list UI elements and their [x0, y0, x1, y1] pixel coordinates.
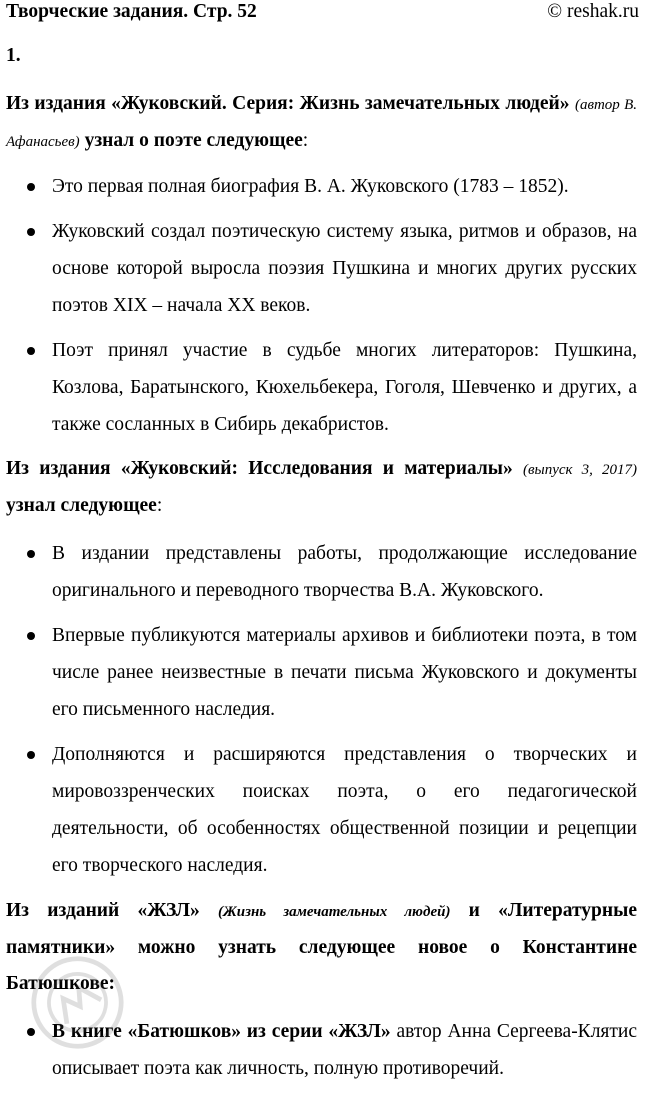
list-item-text: Поэт принял участие в судьбе многих литераторов: Пушкина, Козлова, Баратынского, Кюхельбекера, Гоголя, Шевченко и других, а также сосланных в Сибирь декабристов.: [52, 340, 637, 435]
list-item: [0, 535, 637, 609]
section2-colon: :: [156, 495, 163, 516]
list-item-text: Жуковский создал поэтическую систему языка, ритмов и образов, на основе которой выросла поэзия Пушкина и многих других русских поэтов XIX – начала XX веков.: [52, 221, 637, 316]
bullet-icon: [27, 183, 35, 191]
list-item: [0, 168, 637, 205]
bullet-icon: [27, 632, 35, 640]
section3-series: (Жизнь замечательных людей): [218, 904, 451, 920]
task-number: 1.: [6, 45, 21, 66]
section1-source: Из издания «Жуковский. Серия: Жизнь замечательных людей»: [6, 93, 570, 114]
bullet-icon: [27, 228, 35, 236]
page-title: Творческие задания. Стр. 52: [6, 1, 257, 22]
list-item: [0, 213, 637, 324]
list-item-text: В издании представлены работы, продолжающие исследование оригинального и переводного творчества В.А. Жуковского.: [52, 543, 637, 601]
section1-list: [0, 168, 637, 451]
bullet-icon: [27, 1028, 35, 1036]
section2-intro: [6, 451, 637, 524]
list-item: [0, 617, 637, 728]
list-item-text: автор Анна Сергеева-Клятис описывает поэта как личность, полную противоречий.: [52, 1021, 638, 1079]
section2-lead: узнал следующее: [6, 495, 157, 516]
list-item-text: Впервые публикуются материалы архивов и библиотеки поэта, в том числе ранее неизвестные в печати письма Жуковского и документы его письменного наследия.: [52, 625, 637, 720]
section1-lead: узнал о поэте следующее: [84, 130, 303, 151]
section1-author: (автор В. Афанасьев): [6, 97, 637, 150]
section3-source: Из изданий «ЖЗЛ»: [6, 900, 200, 921]
bullet-icon: [27, 347, 35, 355]
page-header: [6, 0, 639, 26]
section2-list: [0, 535, 637, 892]
site-credit: © reshak.ru: [547, 1, 639, 22]
bullet-icon: [27, 751, 35, 759]
section1-intro: [6, 86, 637, 160]
section1-colon: :: [302, 130, 309, 151]
list-item: [0, 332, 637, 443]
section3-lead: и «Литературные памятники» можно узнать следующее новое о Константине Батюшкове:: [6, 900, 638, 994]
section2-issue: (выпуск 3, 2017): [523, 462, 638, 478]
list-item: [0, 736, 637, 884]
bullet-icon: [27, 550, 35, 558]
list-item-text: Это первая полная биография В. А. Жуковского (1783 – 1852).: [52, 176, 569, 197]
list-item-bold: В книге «Батюшков» из серии «ЖЗЛ»: [52, 1021, 391, 1042]
list-item-text: Дополняются и расширяются представления о творческих и мировоззренческих поисках поэта, о его педагогической деятельности, об особенностях общественной позиции и рецепции его творческого наследия.: [52, 744, 637, 876]
section2-source: Из издания «Жуковский: Исследования и материалы»: [6, 458, 513, 479]
